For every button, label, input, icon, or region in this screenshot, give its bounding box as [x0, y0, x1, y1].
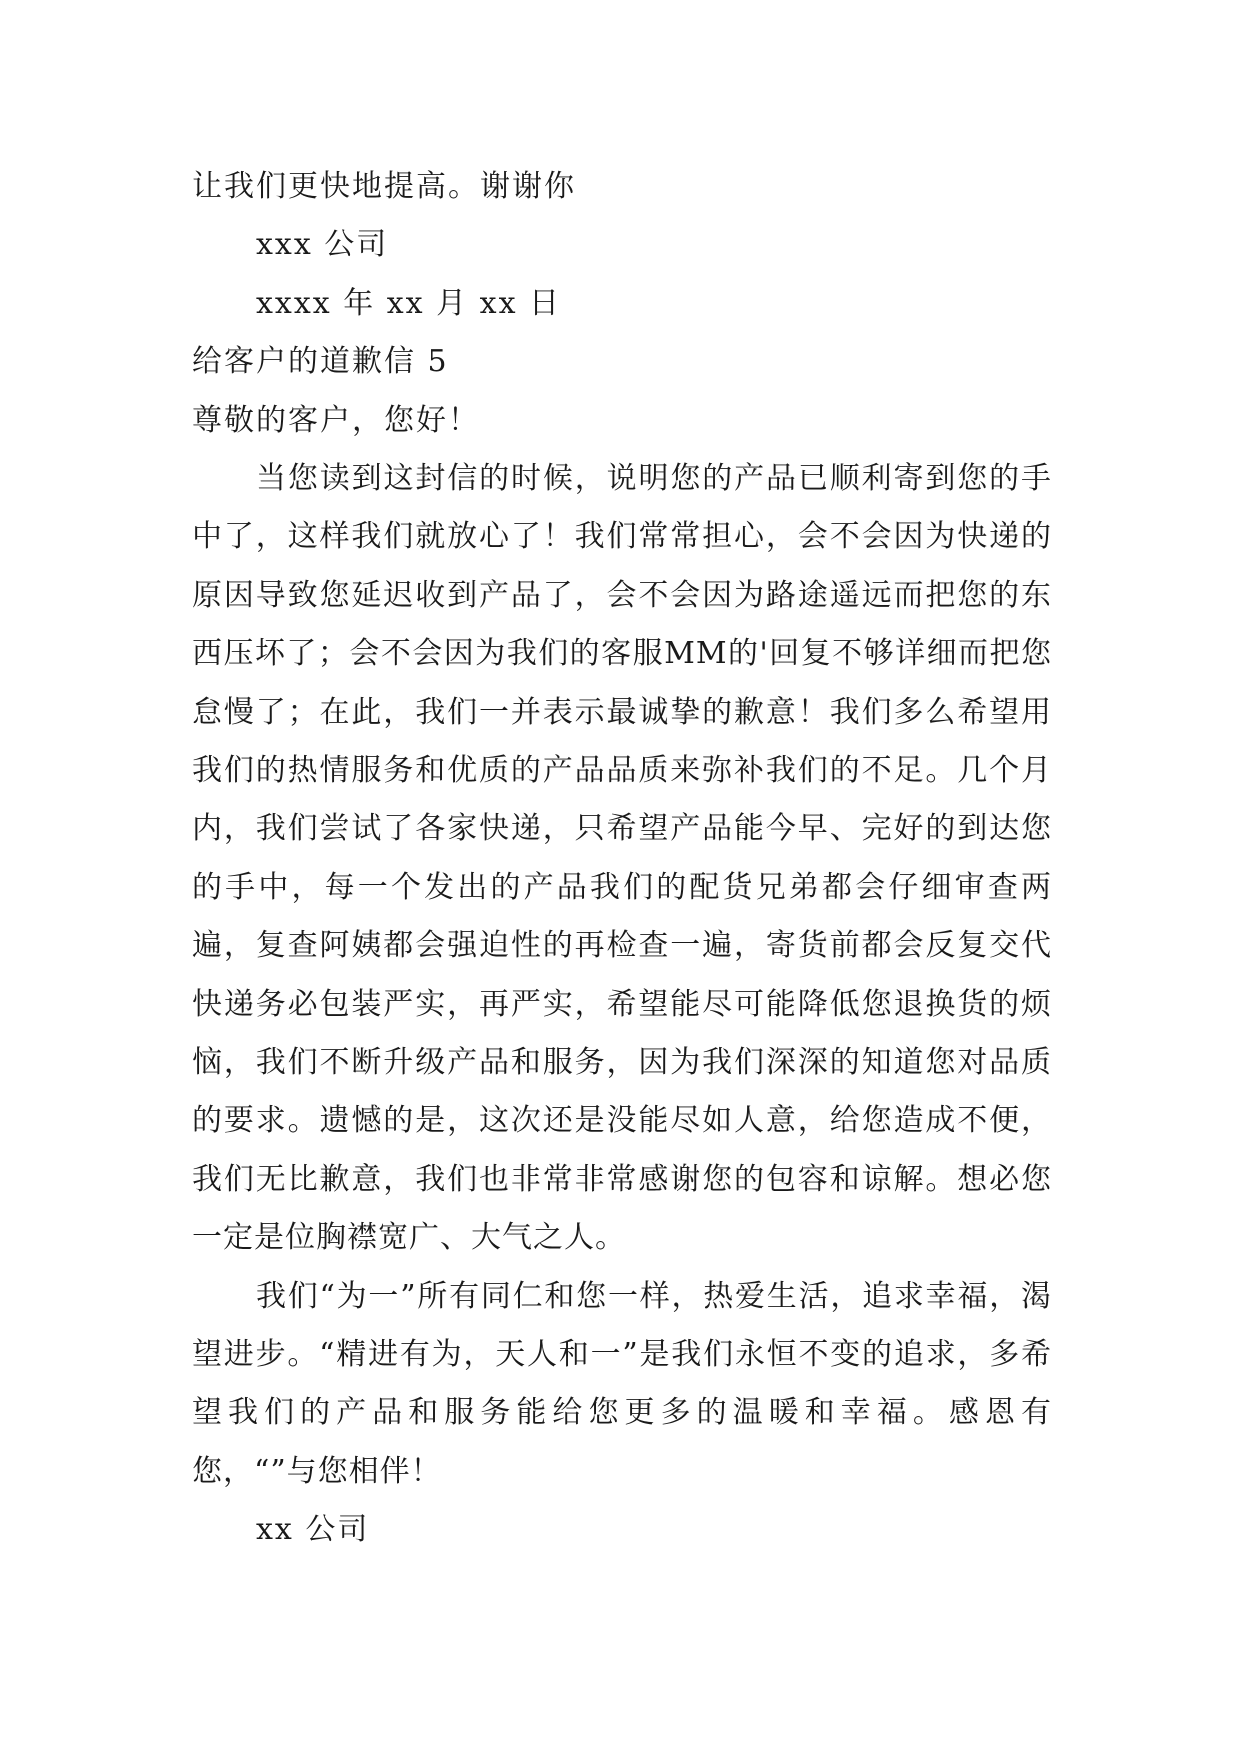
continuation-line: 让我们更快地提高。谢谢你 [192, 169, 576, 204]
previous-signature-company: xxx 公司 [256, 227, 389, 263]
signature-company: xx 公司 [256, 1512, 370, 1548]
document-body [192, 158, 1052, 1560]
paragraph-company-values: 我们“为一”所有同仁和您一样，热爱生活，追求幸福，渴望进步。“精进有为，天人和一”是我们永恒不变的追求，多希望我们的产品和服务能给您更多的温暖和幸福。感恩有您，“”与您相伴！ [192, 1278, 1052, 1489]
paragraph-apology: 当您读到这封信的时候，说明您的产品已顺利寄到您的手中了，这样我们就放心了！我们常常担心，会不会因为快递的原因导致您延迟收到产品了，会不会因为路途遥远而把您的东西压坏了；会不会因为我们的客服MM的'回复不够详细而把您怠慢了；在此，我们一并表示最诚挚的歉意！我们多么希望用我们的热情服务和优质的产品品质来弥补我们的不足。几个月内，我们尝试了各家快递，只希望产品能今早、完好的到达您的手中，每一个发出的产品我们的配货兄弟都会仔细审查两遍，复查阿姨都会强迫性的再检查一遍，寄货前都会反复交代快递务必包装严实，再严实，希望能尽可能降低您退换货的烦恼，我们不断升级产品和服务，因为我们深深的知道您对品质的要求。遗憾的是，这次还是没能尽如人意，给您造成不便，我们无比歉意，我们也非常非常感谢您的包容和谅解。想必您一定是位胸襟宽广、大气之人。 [192, 460, 1052, 1256]
previous-signature-date: xxxx 年 xx 月 xx 日 [256, 285, 562, 321]
salutation: 尊敬的客户，您好！ [192, 402, 480, 438]
letter-title: 给客户的道歉信 5 [192, 344, 449, 380]
